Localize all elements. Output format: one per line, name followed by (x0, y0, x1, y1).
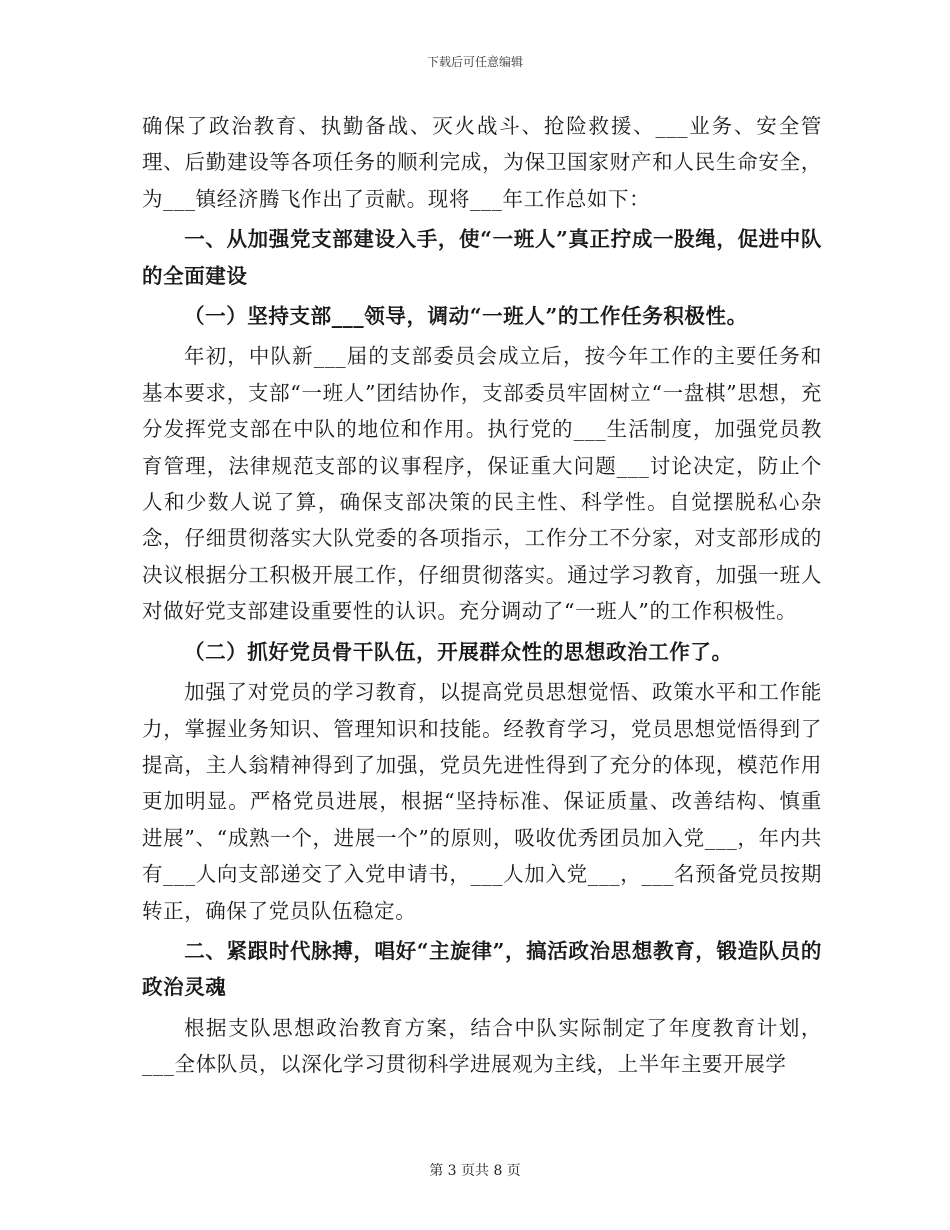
paragraph-intro: 确保了政治教育、执勤备战、灭火战斗、抢险救援、___业务、安全管理、后勤建设等各项任务的顺利完成，为保卫国家财产和人民生命安全，为___镇经济腾飞作出了贡献。现将___年工作总如下： (142, 114, 822, 211)
subsection-heading-1-1: （一）坚持支部___领导，调动“一班人”的工作任务积极性。 (184, 304, 748, 329)
page-footer: 第 3 页共 8 页 (429, 1163, 521, 1179)
subsection-heading-1-2: （二）抓好党员骨干队伍，开展群众性的思想政治工作了。 (184, 639, 733, 664)
paragraph-1-2: 加强了对党员的学习教育，以提高党员思想觉悟、政策水平和工作能力，掌握业务知识、管理知识和技能。经教育学习，党员思想觉悟得到了提高，主人翁精神得到了加强，党员先进性得到了充分的体现，模范作用更加明显。严格党员进展，根据“坚持标准、保证质量、改善结构、慎重进展”、“成熟一个，进展一个”的原则，吸收优秀团员加入党___，年内共有___人向支部递交了入党申请书，___人加入党___，___名预备党员按期转正，确保了党员队伍稳定。 (142, 680, 822, 923)
page-header: 下载后可任意编辑 (426, 55, 523, 69)
document-body (142, 108, 822, 1083)
paragraph-1-1: 年初，中队新___届的支部委员会成立后，按今年工作的主要任务和基本要求，支部“一班人”团结协作，支部委员牢固树立“一盘棋”思想，充分发挥党支部在中队的地位和作用。执行党的___生活制度，加强党员教育管理，法律规范支部的议事程序，保证重大问题___讨论决定，防止个人和少数人说了算，确保支部决策的民主性、科学性。自觉摆脱私心杂念，仔细贯彻落实大队党委的各项指示，工作分工不分家，对支部形成的决议根据分工积极开展工作，仔细贯彻落实。通过学习教育，加强一班人对做好党支部建设重要性的认识。充分调动了“一班人”的工作积极性。 (142, 344, 822, 624)
section-heading-1: 一、从加强党支部建设入手，使“一班人”真正拧成一股绳，促进中队的全面建设 (142, 227, 822, 288)
section-heading-2: 二、紧跟时代脉搏，唱好“主旋律”，搞活政治思想教育，锻造队员的政治灵魂 (142, 938, 822, 1000)
paragraph-2: 根据支队思想政治教育方案，结合中队实际制定了年度教育计划，___全体队员，以深化学习贯彻科学进展观为主线，上半年主要开展学 (142, 1015, 822, 1077)
